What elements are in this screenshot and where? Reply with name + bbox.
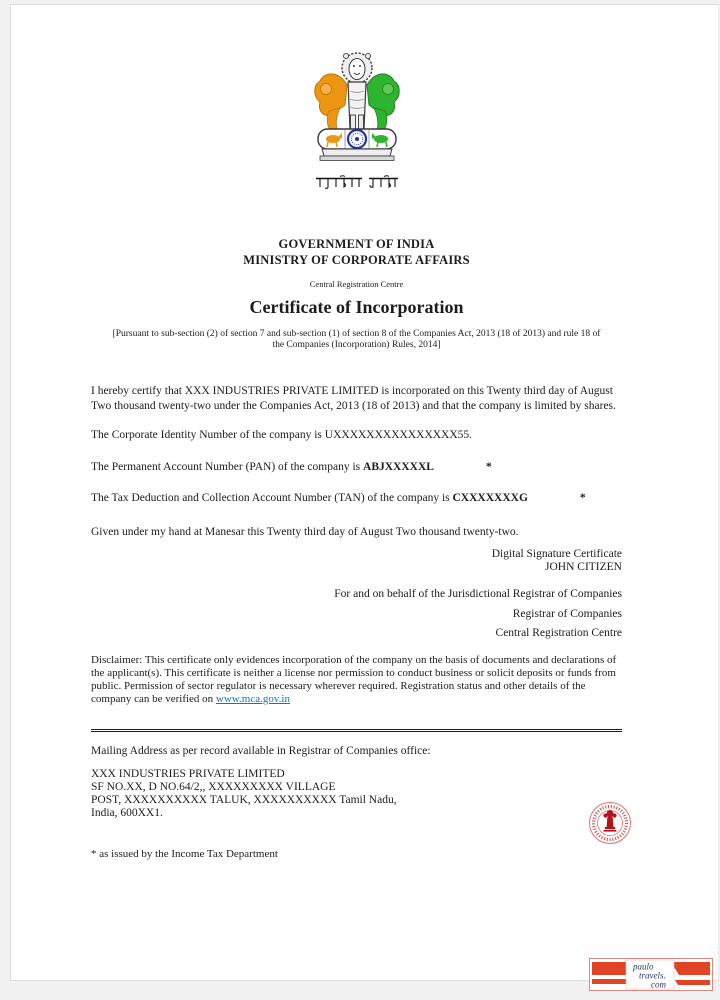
tan-line (91, 491, 622, 506)
cin-value: UXXXXXXXXXXXXXXX55. (324, 429, 473, 441)
income-tax-footnote: * as issued by the Income Tax Department (91, 848, 278, 860)
left-lion (314, 74, 346, 130)
address-line: XXX INDUSTRIES PRIVATE LIMITED (91, 768, 285, 780)
ministry-heading: MINISTRY OF CORPORATE AFFAIRS (243, 253, 470, 267)
watermark-line2: travels. (639, 970, 666, 981)
on-behalf-line: For and on behalf of the Jurisdictional Registrar of Companies (334, 588, 622, 600)
roc-seal-icon (587, 800, 633, 846)
address-line: India, 600XX1. (91, 807, 163, 819)
pursuant-clause: [Pursuant to sub-section (2) of section 7 and sub-section (1) of section 8 of the Companies Act, 2013 (18 of 2013) and rule 18 of the Companies (Incorporation) Rules, 2014] (112, 329, 601, 350)
address-line: POST, XXXXXXXXXX TALUK, XXXXXXXXXX Tamil Nadu, (91, 794, 397, 806)
lion-capital-icon (309, 49, 405, 175)
watermark-line1: paulo (633, 961, 654, 972)
abacus (318, 129, 396, 149)
certificate-page (10, 4, 719, 990)
pan-label: The Permanent Account Number (PAN) of the company is (91, 460, 364, 473)
mailing-address-heading: Mailing Address as per record available in Registrar of Companies office: (91, 745, 431, 757)
emblem-base (320, 149, 394, 161)
pan-line (91, 460, 622, 475)
tan-value: CXXXXXXXG (452, 492, 528, 504)
roc-red-seal (587, 800, 633, 846)
section-divider (91, 729, 622, 732)
india-emblem (91, 49, 622, 190)
central-registration-centre-line: Central Registration Centre (495, 627, 622, 639)
tan-asterisk: * (579, 492, 586, 504)
disclaimer-paragraph (91, 654, 622, 706)
mailing-address-block (91, 768, 622, 820)
watermark-line3: com (651, 979, 666, 990)
tan-label: The Tax Deduction and Collection Account Number (TAN) of the company is (91, 492, 453, 504)
pan-value: ABJXXXXXL (363, 460, 434, 473)
government-of-india-heading: GOVERNMENT OF INDIA (278, 237, 435, 251)
pan-asterisk: * (485, 460, 492, 473)
disclaimer-text: Disclaimer: This certificate only evidences incorporation of the company on the basis of documents and declarations of the applicant(s). This certificate is neither a license nor permission to conduct business or solicit deposits or funds from public. Permission of sector regulator is necessary wherever required. Registration status and other details of the company can be verified on (91, 654, 617, 705)
registrar-of-companies-line: Registrar of Companies (512, 608, 622, 620)
satyameva-jayate-text (400, 175, 401, 176)
cin-line (91, 428, 622, 443)
seal-emblem-silhouette (603, 810, 616, 832)
digital-signature-certificate-label: Digital Signature Certificate (491, 548, 622, 560)
given-under-hand-line: Given under my hand at Manesar this Twenty third day of August Two thousand twenty-two. (91, 525, 519, 538)
paulo-travels-watermark (589, 958, 713, 991)
address-line: SF NO.XX, D NO.64/2,, XXXXXXXXX VILLAGE (91, 781, 336, 793)
paulo-travels-logo-icon (589, 958, 713, 991)
dharma-chakra-icon (348, 130, 366, 148)
satyameva-jayate-glyphs (314, 175, 400, 190)
right-lion (367, 74, 399, 130)
signatory-name: JOHN CITIZEN (545, 561, 622, 573)
cin-label: The Corporate Identity Number of the company is (91, 429, 325, 441)
certificate-title: Certificate of Incorporation (249, 297, 464, 317)
mca-website-link[interactable]: www.mca.gov.in (215, 693, 290, 705)
central-registration-centre-subheading: Central Registration Centre (309, 279, 404, 289)
certification-paragraph: I hereby certify that XXX INDUSTRIES PRIVATE LIMITED is incorporated on this Twenty third day of August Two thousand twenty-two under the Companies Act, 2013 (18 of 2013) and that the company is limited by shares. (91, 385, 616, 412)
